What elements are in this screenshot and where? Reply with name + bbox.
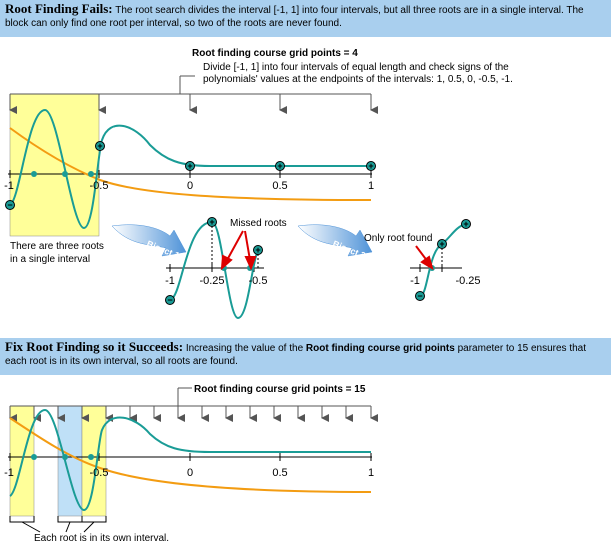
grid4-desc-1: Divide [-1, 1] into four intervals of equal length and check signs of the — [203, 62, 509, 73]
own-interval-highlights — [10, 406, 106, 516]
grid15-title: Root finding course grid points = 15 — [194, 384, 366, 395]
tick-label: -0.5 — [248, 275, 268, 287]
bottom-param: Root finding course grid points — [305, 343, 455, 354]
sign-minus: − — [167, 295, 173, 305]
bisect2-label: Bisect 2 — [331, 238, 368, 261]
tick-label: -1 — [4, 180, 14, 192]
own-interval-brackets — [10, 516, 106, 532]
tick-label: -1 — [410, 275, 420, 287]
bottom-heading: Fix Root Finding so it Succeeds: — [5, 339, 184, 354]
missed-roots-arrows — [222, 231, 255, 268]
tick-label: -1 — [165, 275, 175, 287]
grid4-desc-2: polynomials' values at the endpoints of the intervals: 1, 0.5, 0, -0.5, -1. — [203, 74, 513, 85]
tick-label: -0.5 — [89, 467, 109, 479]
sign-plus: + — [255, 245, 261, 255]
bottom-post: parameter to 15 ensures that each root is in its own interval, so all roots are found. — [5, 343, 587, 367]
note-three-roots-1: There are three roots — [10, 241, 104, 252]
tick-label: 1 — [367, 180, 375, 192]
grid4-title: Root finding course grid points = 4 — [192, 48, 358, 59]
sign-minus: − — [7, 200, 13, 210]
tick-label: -0.25 — [455, 275, 481, 287]
tick-label: 0.5 — [272, 180, 288, 192]
sign-plus: + — [187, 161, 193, 171]
bisect1-label: Bisect 1 — [145, 238, 182, 261]
root-found-arrow — [416, 246, 432, 268]
top-heading: Root Finding Fails: — [5, 1, 113, 16]
tick-label: 0.5 — [272, 467, 288, 479]
sign-plus: + — [463, 219, 469, 229]
only-root-found-label: Only root found — [364, 233, 433, 244]
sign-plus: + — [209, 217, 215, 227]
sign-plus: + — [97, 141, 103, 151]
tick-label: -1 — [4, 467, 14, 479]
tick-label: 0 — [186, 180, 194, 192]
tick-label: -0.25 — [199, 275, 225, 287]
sign-plus: + — [368, 161, 374, 171]
sign-plus: + — [439, 239, 445, 249]
bottom-pre: Increasing the value of the — [185, 343, 304, 354]
tick-label: -0.5 — [89, 180, 109, 192]
tick-label: 0 — [186, 467, 194, 479]
tick-label: 1 — [367, 467, 375, 479]
missed-roots-label: Missed roots — [230, 218, 287, 229]
top-body: The root search divides the interval [-1, 1] into four intervals, but all three roots are in a single interval. The block can only find one root per interval, so two of the roots are never found. — [5, 5, 584, 29]
sign-plus: + — [277, 161, 283, 171]
sign-minus: − — [417, 291, 423, 301]
note-own-interval: Each root is in its own interval. — [34, 533, 170, 542]
teal-curve-bisect1 — [170, 222, 261, 318]
note-three-roots-2: in a single interval — [10, 254, 91, 265]
